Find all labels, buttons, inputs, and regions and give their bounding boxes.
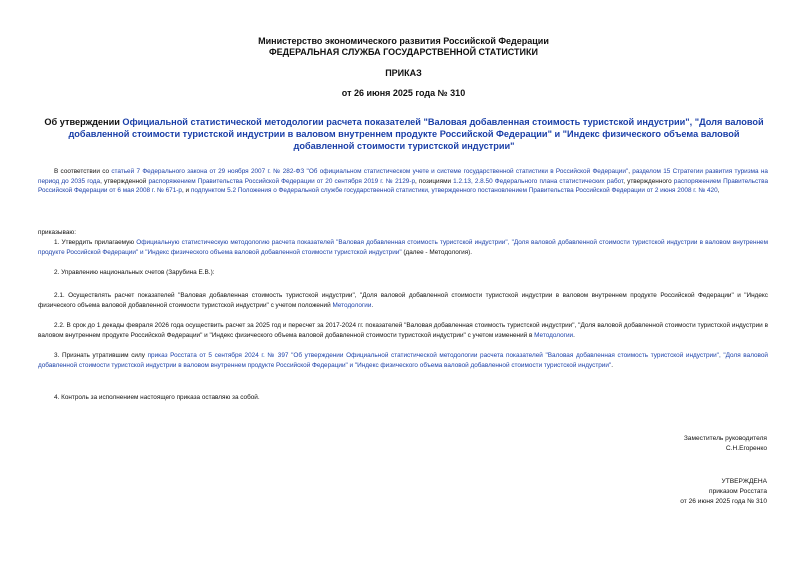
item-2-1-text: . xyxy=(371,301,374,309)
order-397-link[interactable]: приказ Росстата от 5 сентября 2024 г. № 397 "Об утверждении Официальной статистической методологии расчета показателей "Валовая добавленная стоимость туристской индустрии", "Доля валовой добавленной стоимости туристской индустрии в валовом внутреннем продукте Российской Федерации" и "Индекс физического объема валовой добавленной стоимости туристской индустрии" xyxy=(38,352,768,369)
item-2-2 xyxy=(38,321,768,340)
law-282-link[interactable]: статьей 7 Федерального закона от 29 ноября 2007 г. № 282-ФЗ "Об официальном статистическом учете и системе государственной статистики в Российской Федерации" xyxy=(111,168,629,175)
item-1 xyxy=(38,238,768,257)
order-671-link[interactable]: распоряжением Правительства Российской Федерации от 6 мая 2008 г. № 671-р xyxy=(38,177,768,195)
item-3-text: 3. Признать утратившим силу xyxy=(54,352,148,359)
preamble-paragraph xyxy=(38,167,768,196)
document-title xyxy=(38,116,770,152)
service-name: ФЕДЕРАЛЬНАЯ СЛУЖБА ГОСУДАРСТВЕННОЙ СТАТИСТИКИ xyxy=(269,47,538,57)
signature-position: Заместитель руководителя xyxy=(683,435,767,442)
item-2-2-text: . xyxy=(573,331,575,339)
item-2: 2. Управлению национальных счетов (Зарубина Е.В.): xyxy=(54,269,215,276)
federal-plan-link[interactable]: 1.2.13, 2.8.50 Федерального плана статистических работ xyxy=(453,177,624,185)
signature-name: С.Н.Егоренко xyxy=(725,445,767,452)
tourism-strategy-link[interactable]: разделом 15 Стратегии развития туризма на период до 2035 года xyxy=(38,168,768,185)
item-2-1 xyxy=(38,291,768,310)
preamble-text: , и xyxy=(181,187,191,195)
preamble-text: , xyxy=(717,187,720,195)
title-prefix: Об утверждении xyxy=(44,117,123,127)
title-methodology-link[interactable]: Официальной статистической методологии расчета показателей "Валовая добавленная стоимость туристской индустрии", "Доля валовой добавленной стоимости туристской индустрии в валовом внутреннем продукте Российской Федерации" и "Индекс физического объема валовой добавленной стоимости туристской индустрии" xyxy=(68,117,764,151)
preamble-text: , утвержденной xyxy=(100,177,149,185)
preamble-text: В соответствии со xyxy=(54,168,112,175)
item-2-1-text: 2.1. Осуществлять расчет показателей "Валовая добавленная стоимость туристской индустрии", "Доля валовой добавленной стоимости туристской индустрии в валовом внутреннем продукте Российской Федерации" и "Индекс физического объема валовой добавленной стоимости туристской индустрии" с учетом положений xyxy=(38,292,768,309)
methodology-link[interactable]: Официальную статистическую методологию расчета показателей "Валовая добавленная стоимость туристской индустрии", "Доля валовой добавленной стоимости туристской индустрии в валовом внутреннем продукте Российской Федерации" и "Индекс физического объема валовой добавленной стоимости туристской индустрии" xyxy=(38,239,768,256)
doc-date-number: от 26 июня 2025 года № 310 xyxy=(341,88,466,98)
item-1-text: 1. Утвердить прилагаемую xyxy=(54,239,137,246)
order-word: приказываю: xyxy=(38,229,76,236)
order-2129-link[interactable]: распоряжением Правительства Российской Федерации от 20 сентября 2019 г. № 2129-р xyxy=(148,177,416,185)
item-3-text: . xyxy=(611,361,613,369)
methodology-link-2-1[interactable]: Методологии xyxy=(332,301,372,309)
methodology-link-2-2[interactable]: Методологии xyxy=(534,331,574,339)
preamble-text: , позициями xyxy=(415,177,454,185)
item-1-text: (далее - Методология). xyxy=(401,248,473,256)
item-4: 4. Контроль за исполнением настоящего приказа оставляю за собой. xyxy=(54,394,260,401)
ministry-name: Министерство экономического развития Российской Федерации xyxy=(258,36,549,46)
approval-date: от 26 июня 2025 года № 310 xyxy=(680,498,767,505)
approval-by: приказом Росстата xyxy=(709,488,767,495)
doc-type: ПРИКАЗ xyxy=(385,68,422,78)
item-3 xyxy=(38,351,768,370)
approval-stamp: УТВЕРЖДЕНА xyxy=(721,478,767,485)
preamble-text: , xyxy=(628,168,633,175)
regulation-420-link[interactable]: подпунктом 5.2 Положения о Федеральной службе государственной статистики, утвержденного постановлением Правительства Российской Федерации от 2 июня 2008 г. № 420 xyxy=(190,187,718,195)
preamble-text: , утвержденного xyxy=(623,177,674,185)
item-2-2-text: 2.2. В срок до 1 декады февраля 2026 года осуществить расчет за 2025 год и пересчет за 2017-2024 гг. показателей "Валовая добавленная стоимость туристской индустрии", "Доля валовой добавленной стоимости туристской индустрии в валовом внутреннем продукте Российской Федерации" и "Индекс физического объема валовой добавленной стоимости туристской индустрии" с учетом изменений в xyxy=(38,322,768,339)
